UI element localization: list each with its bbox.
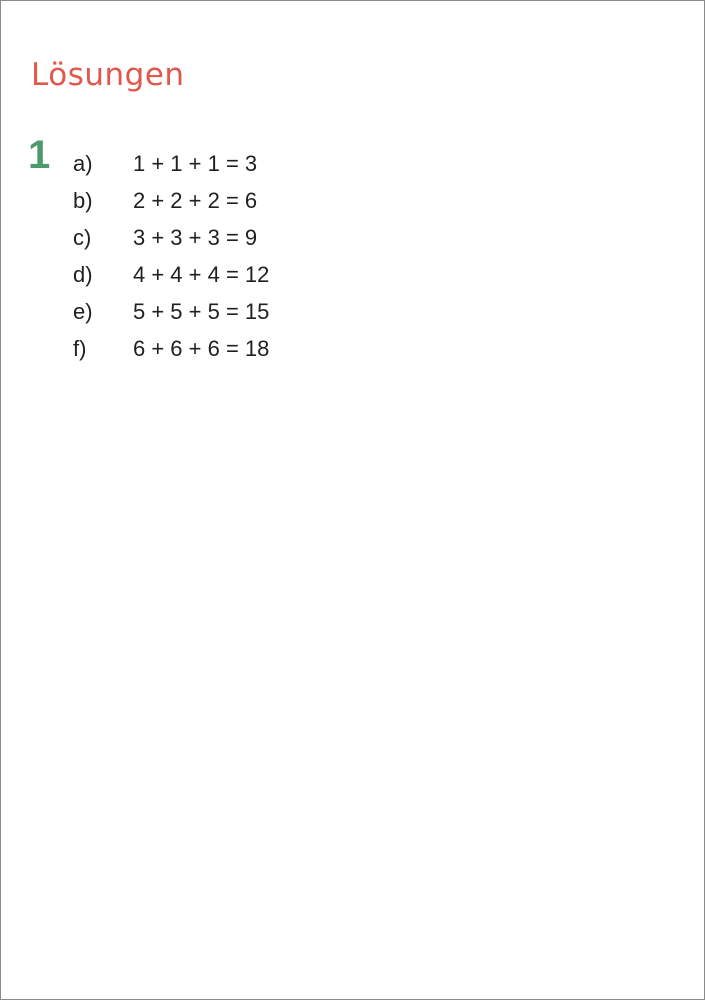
task-number: 1	[28, 133, 51, 177]
solution-equation: 6 + 6 + 6 = 18	[133, 335, 270, 361]
solution-equation: 4 + 4 + 4 = 12	[133, 261, 270, 287]
solution-item-c	[73, 219, 269, 256]
solution-item-b	[73, 182, 269, 219]
solution-label: c)	[73, 224, 92, 250]
solution-item-f	[73, 330, 269, 367]
solution-equation: 2 + 2 + 2 = 6	[133, 187, 258, 213]
solution-label: b)	[73, 187, 93, 213]
solution-equation: 1 + 1 + 1 = 3	[133, 150, 258, 176]
solution-label: f)	[73, 335, 87, 361]
solution-label: d)	[73, 261, 93, 287]
solution-list	[73, 145, 269, 367]
solution-item-e	[73, 293, 269, 330]
solution-item-a	[73, 145, 269, 182]
solution-label: e)	[73, 298, 93, 324]
solution-label: a)	[73, 150, 93, 176]
solution-item-d	[73, 256, 269, 293]
page-title: Lösungen	[31, 57, 185, 93]
solution-equation: 5 + 5 + 5 = 15	[133, 298, 270, 324]
solution-equation: 3 + 3 + 3 = 9	[133, 224, 258, 250]
